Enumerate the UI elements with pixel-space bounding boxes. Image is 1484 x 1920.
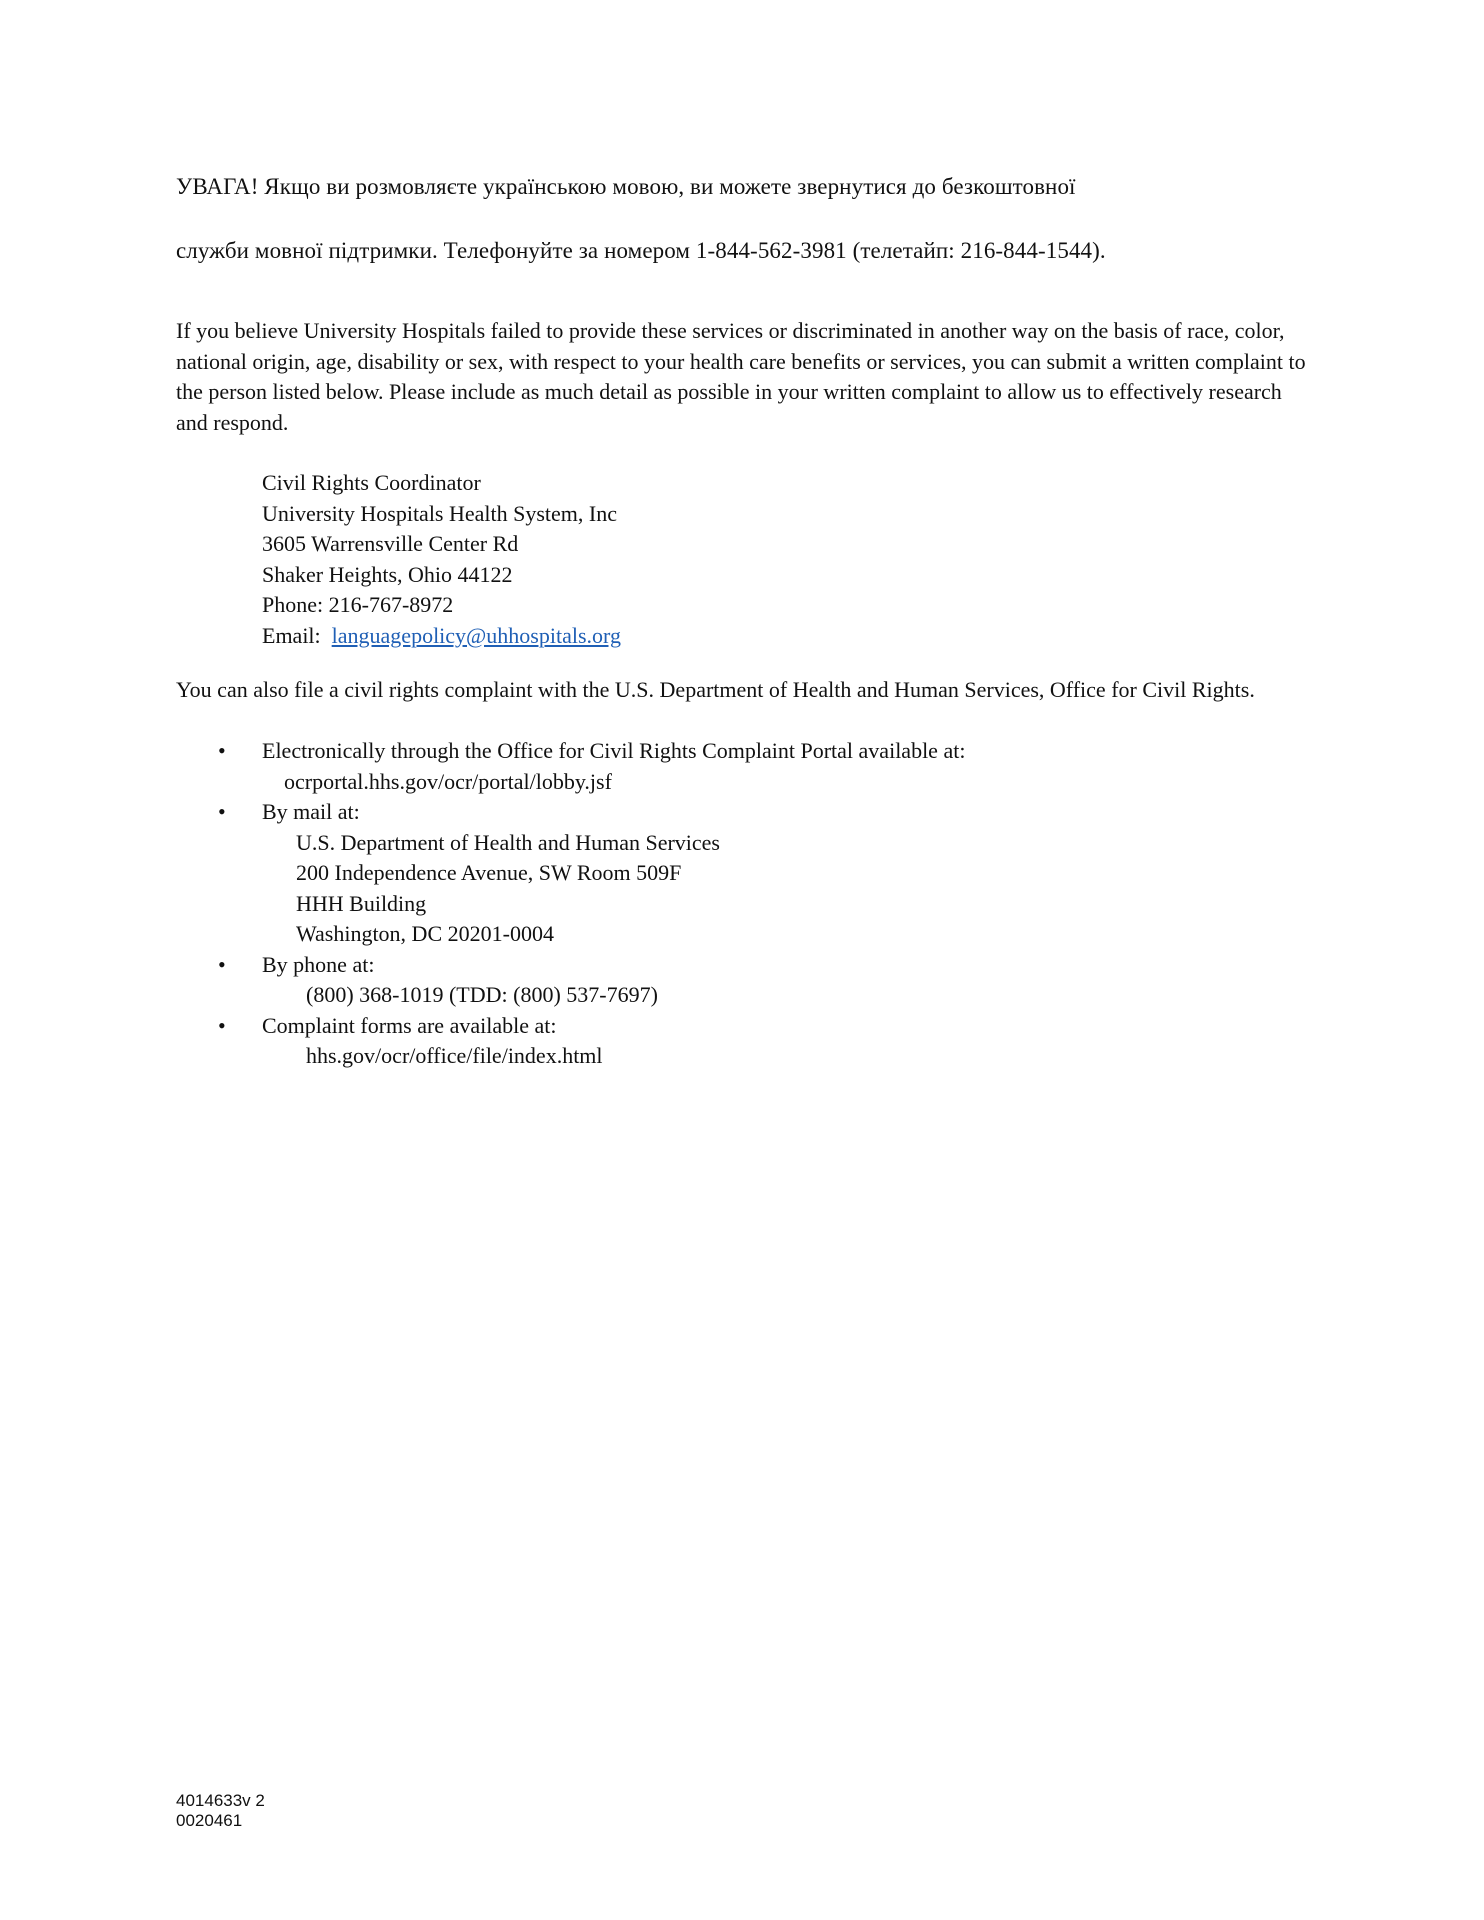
contact-email-link[interactable]: languagepolicy@uhhospitals.org — [331, 622, 621, 648]
portal-label: Electronically through the Office for Civil Rights Complaint Portal available at: — [262, 738, 966, 763]
bullet-icon: • — [218, 799, 226, 824]
phone-label: By phone at: — [262, 951, 375, 977]
bullet-icon: • — [218, 738, 226, 763]
filing-options-list — [176, 736, 1316, 1072]
contact-street: 3605 Warrensville Center Rd — [262, 531, 519, 556]
mail-address-line-2: 200 Independence Avenue, SW Room 509F — [296, 860, 682, 885]
contact-title: Civil Rights Coordinator — [262, 470, 481, 495]
list-item-mail — [176, 797, 1316, 950]
hhs-complaint-paragraph: You can also file a civil rights complaint with the U.S. Department of Health and Human Services, Office for Civil Rights. — [176, 677, 1255, 702]
contact-org: University Hospitals Health System, Inc — [262, 500, 618, 526]
notice-line-1: УВАГА! Якщо ви розмовляєте українською мовою, ви можете звернутися до безкоштовної — [176, 174, 1076, 199]
portal-url: ocrportal.hhs.gov/ocr/portal/lobby.jsf — [284, 768, 612, 794]
contact-city: Shaker Heights, Ohio 44122 — [262, 561, 513, 587]
forms-url: hhs.gov/ocr/office/file/index.html — [306, 1043, 603, 1068]
list-item-phone — [176, 950, 1316, 1011]
mail-label: By mail at: — [262, 799, 360, 824]
bullet-icon: • — [218, 1012, 226, 1038]
mail-address-line-4: Washington, DC 20201-0004 — [296, 921, 554, 946]
mail-address-line-3: HHH Building — [296, 890, 427, 916]
complaint-paragraph: If you believe University Hospitals failed to provide these services or discriminated in another way on the basis of race, color, national origin, age, disability or sex, with respect to your health care benefits or services, you can submit a written complaint to the person listed below. Please include as much detail as possible in your written complaint to allow us to effectively research and respond. — [176, 318, 1306, 435]
document-footer — [176, 1791, 265, 1831]
contact-email-line — [262, 621, 621, 652]
list-item-portal — [176, 736, 1316, 797]
contact-block — [262, 468, 621, 651]
ukrainian-language-notice — [176, 172, 1316, 266]
contact-email-label: Email: — [262, 622, 321, 648]
notice-line-2: служби мовної підтримки. Телефонуйте за номером 1-844-562-3981 (телетайп: 216-844-1544). — [176, 238, 1106, 263]
bullet-icon: • — [218, 951, 226, 977]
mail-address-line-1: U.S. Department of Health and Human Services — [296, 829, 720, 855]
footer-code: 0020461 — [176, 1811, 243, 1830]
list-item-forms — [176, 1011, 1316, 1072]
forms-label: Complaint forms are available at: — [262, 1012, 557, 1038]
phone-numbers: (800) 368-1019 (TDD: (800) 537-7697) — [306, 982, 658, 1007]
footer-doc-id: 4014633v 2 — [176, 1791, 265, 1810]
contact-phone: Phone: 216-767-8972 — [262, 592, 454, 617]
